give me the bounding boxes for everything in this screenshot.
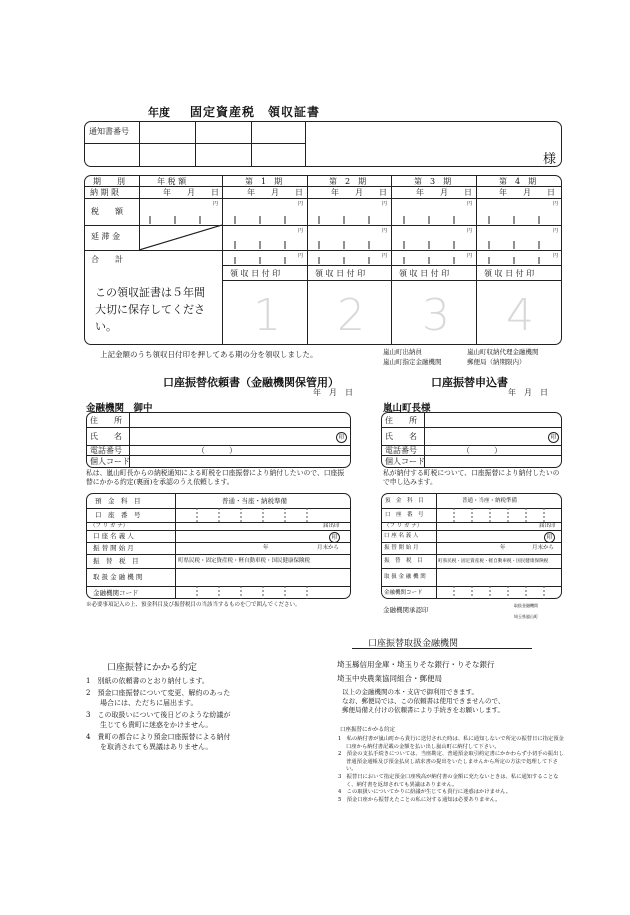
bank-terms-list xyxy=(338,736,566,804)
bank-designated: 嵐山町指定金融機関 xyxy=(383,358,442,366)
left-footnote: ※必要事項記入の上、預金科目及び振替税目の当該当するものを〇で囲んでください。 xyxy=(86,602,301,608)
acct-bankcode-label: 金融機関コード xyxy=(93,589,139,597)
field-personal-code: 個人コード xyxy=(385,457,425,466)
todokeide-label: 届出印 xyxy=(539,523,556,529)
institutions-line-1: 埼玉縣信用金庫・埼玉りそな銀行・りそな銀行 xyxy=(337,660,495,669)
institutions-desc-line: 郵便局備え付けの依頼書により手続きをお願いします。 xyxy=(342,706,504,714)
notice-number-box xyxy=(84,121,562,167)
acct-holder-label: 口 座 名 義 人 xyxy=(384,533,419,539)
acct-type-label: 預 金 科 目 xyxy=(385,498,424,504)
header-period-1: 第 1 期 xyxy=(245,177,283,186)
agreement-list xyxy=(86,676,236,754)
acct-bank-label: 取 扱 金 融 機 関 xyxy=(384,574,426,580)
acct-types: 普通・当座・納税準備 xyxy=(222,497,287,505)
due-ymd: 年 月 日 xyxy=(163,188,219,197)
seal-mark: 印 xyxy=(336,432,347,443)
bank-seal-mark: 印 xyxy=(544,532,555,543)
acct-furigana-label: （フ リ ガ ナ） xyxy=(90,523,129,529)
field-personal-code: 個人コード xyxy=(90,457,130,466)
tax-schedule-table xyxy=(84,175,562,345)
institutions-divider xyxy=(352,648,532,649)
bank-terms-item: 5 預金口座から振替えたことの私に対する通知は必要ありません。 xyxy=(338,796,501,803)
bank-terms-item: 2 預金の支払手続きについては、当座勘定、普通預金取引約定書にかかわらず小切手の振出し普通預金通帳及び預金払戻し請求書の提出をいたしませんから所定の方法で処理して下さい。 xyxy=(338,751,564,773)
yen-mark: 円 xyxy=(213,201,219,207)
start-month-from: 月末から xyxy=(317,545,340,551)
start-year: 年 xyxy=(263,545,269,551)
field-phone: 電話番号 xyxy=(385,446,417,455)
institutions-title: 口座振替取扱金融機関 xyxy=(368,639,459,649)
yen-mark: 円 xyxy=(298,201,304,207)
left-form-to: 金融機関 御中 xyxy=(86,403,153,414)
title-prefix: 年度 xyxy=(148,106,170,119)
todokeide-label: 届出印 xyxy=(323,523,340,529)
acct-number-ticks xyxy=(175,508,351,522)
right-form-to: 嵐山町長様 xyxy=(383,403,431,414)
phone-parens: （ ） xyxy=(462,446,502,455)
left-account-box xyxy=(86,493,351,599)
stamp-label-3: 領 収 日 付 印 xyxy=(399,269,450,278)
notice-number-label: 通知書番号 xyxy=(89,127,129,136)
row-label-tax: 税 額 xyxy=(91,207,123,216)
acct-number-label: 口 座 番 号 xyxy=(385,512,424,518)
header-period-4: 第 4 期 xyxy=(499,177,537,186)
left-applicant-box xyxy=(86,412,351,468)
bank-terms-item: 1 私の納付書が嵐山町から貴行に送付された時は、私に通知しないで所定の振替日に指定預金口座から納付書記載の金額を払い出し嵐山町に納付して下さい。 xyxy=(338,736,564,750)
header-period-3: 第 3 期 xyxy=(414,177,452,186)
acct-taxitem-label: 振 替 税 目 xyxy=(93,557,139,565)
due-ymd: 年 月 日 xyxy=(331,188,387,197)
row-label-total: 合 計 xyxy=(91,255,123,264)
bank-postoffice: 郵便局（納期限内） xyxy=(467,358,526,366)
start-month-from: 月末から xyxy=(532,545,555,551)
bank-terms-item: 3 振替日において指定預金口座残高が納付書の金額に充たないときは、私に通知することなく、納付書を返却されても異議はありません。 xyxy=(338,773,559,788)
bank-terms-title: 口座振替にかかる約定 xyxy=(340,727,396,733)
due-date-label: 納 期 限 xyxy=(90,188,120,197)
agreement-item: 3 この取扱いについて後日どのような紛議が生じても貴町に迷惑をかけません。 xyxy=(86,711,231,729)
field-address: 住 所 xyxy=(90,416,122,425)
acct-number-label: 口 座 番 号 xyxy=(95,511,141,519)
yen-mark: 円 xyxy=(382,228,388,234)
stamp-label-1: 領 収 日 付 印 xyxy=(230,269,281,278)
acct-start-label: 振 替 開 始 月 xyxy=(93,544,134,552)
stamp-number-2: 2 xyxy=(337,290,365,341)
acct-type-label: 預 金 科 目 xyxy=(95,497,141,505)
institutions-desc-line: なお、郵便局では、この依頼書は使用できませんので、 xyxy=(342,697,505,705)
start-year: 年 xyxy=(500,545,506,551)
field-phone: 電話番号 xyxy=(90,446,122,455)
yen-mark: 円 xyxy=(298,228,304,234)
header-kibetsu: 期 別 xyxy=(93,177,125,186)
stamp-number-1: 1 xyxy=(253,290,281,341)
institutions-desc-line: 以上の金融機関の本・支店で御利用できます。 xyxy=(342,688,478,696)
yen-mark: 円 xyxy=(553,201,559,207)
stamp-number-4: 4 xyxy=(506,290,534,341)
yen-mark: 円 xyxy=(382,201,388,207)
left-form-date: 年 月 日 xyxy=(313,388,353,397)
header-annual-tax: 年 税 額 xyxy=(157,177,187,186)
right-applicant-box xyxy=(381,412,562,468)
tax-items: 町県民税・固定資産税・軽自動車税・国民健康保険税 xyxy=(438,559,549,564)
header-period-2: 第 2 期 xyxy=(329,177,367,186)
right-form-date: 年 月 日 xyxy=(508,388,548,397)
institutions-desc xyxy=(342,688,504,715)
right-form-title: 口座振替申込書 xyxy=(431,376,508,389)
right-note-1: 取扱金融機関 xyxy=(514,603,538,608)
field-address: 住 所 xyxy=(385,416,417,425)
right-consent: 私が納付する町税について、口座振替により納付したいので申し込みます。 xyxy=(383,469,560,486)
yen-mark: 円 xyxy=(467,228,473,234)
bank-confirm-label: 金融機関承認印 xyxy=(383,606,429,614)
acct-types: 普通・当座・納税準備 xyxy=(462,498,518,504)
agreement-title: 口座振替にかかる約定 xyxy=(107,663,198,673)
yen-mark: 円 xyxy=(298,253,304,259)
yen-mark: 円 xyxy=(467,201,473,207)
right-account-box xyxy=(381,493,562,599)
acct-number-ticks xyxy=(436,508,562,522)
bankcode-ticks xyxy=(175,586,351,599)
acct-start-label: 振 替 開 始 月 xyxy=(384,545,419,551)
tax-items: 町県民税・固定資産税・軽自動車税・国民健康保険税 xyxy=(178,558,311,564)
page-title: 固定資産税 領収証書 xyxy=(190,105,321,119)
acct-furigana-label: （フ リ ガ ナ） xyxy=(384,523,423,529)
row-label-late-fee: 延 滞 金 xyxy=(91,232,121,241)
stamp-label-4: 領 収 日 付 印 xyxy=(484,269,535,278)
field-name: 氏 名 xyxy=(90,432,122,441)
acct-bank-label: 取 扱 金 融 機 関 xyxy=(93,573,143,581)
acct-bankcode-label: 金融機関コード xyxy=(384,590,423,596)
field-name: 氏 名 xyxy=(385,432,417,441)
keep-notice: この領収証書は５年間大切に保存してください。 xyxy=(95,286,205,333)
acct-holder-label: 口 座 名 義 人 xyxy=(93,532,134,540)
due-ymd: 年 月 日 xyxy=(416,188,472,197)
yen-mark: 円 xyxy=(553,228,559,234)
bank-agent: 嵐山町収納代理金融機関 xyxy=(467,348,539,356)
agreement-item: 4 貴町の都合により預金口座振替による納付を取消されても異議はありません。 xyxy=(86,733,231,751)
bank-treasurer: 嵐山町出納員 xyxy=(383,348,422,356)
sama-label: 様 xyxy=(543,152,557,167)
yen-mark: 円 xyxy=(382,253,388,259)
left-consent: 私は、嵐山町長からの納税通知による町税を口座振替により納付したいので、口座振替にかかる約定(裏面)を承認のうえ依頼します。 xyxy=(86,469,345,486)
institutions-line-2: 埼玉中央農業協同組合・郵便局 xyxy=(337,674,442,683)
bank-seal-mark: 印 xyxy=(329,532,340,543)
stamp-number-3: 3 xyxy=(422,290,450,341)
left-form-title: 口座振替依頼書（金融機関保管用） xyxy=(163,376,339,389)
bankcode-ticks xyxy=(436,586,562,599)
right-note-2: 埼玉県嵐山町 xyxy=(514,614,538,619)
phone-parens: （ ） xyxy=(197,446,237,455)
agreement-item: 2 預金口座振替について変更、解約のあった場合には、ただちに届出ます。 xyxy=(86,689,231,707)
agreement-item: 1 別紙の依頼書のとおり納付します。 xyxy=(86,677,209,685)
seal-mark: 印 xyxy=(548,432,559,443)
bank-terms-item: 4 この取扱いについてかりに紛議が生じても貴行に迷惑はかけません。 xyxy=(338,789,512,796)
acct-taxitem-label: 振 替 税 目 xyxy=(384,558,423,564)
due-ymd: 年 月 日 xyxy=(247,188,303,197)
yen-mark: 円 xyxy=(467,253,473,259)
due-ymd: 年 月 日 xyxy=(499,188,555,197)
yen-mark: 円 xyxy=(553,253,559,259)
stamp-label-2: 領 収 日 付 印 xyxy=(315,269,366,278)
receipt-note: 上記金額のうち領収日付印を押してある期の分を領収しました。 xyxy=(100,350,318,359)
